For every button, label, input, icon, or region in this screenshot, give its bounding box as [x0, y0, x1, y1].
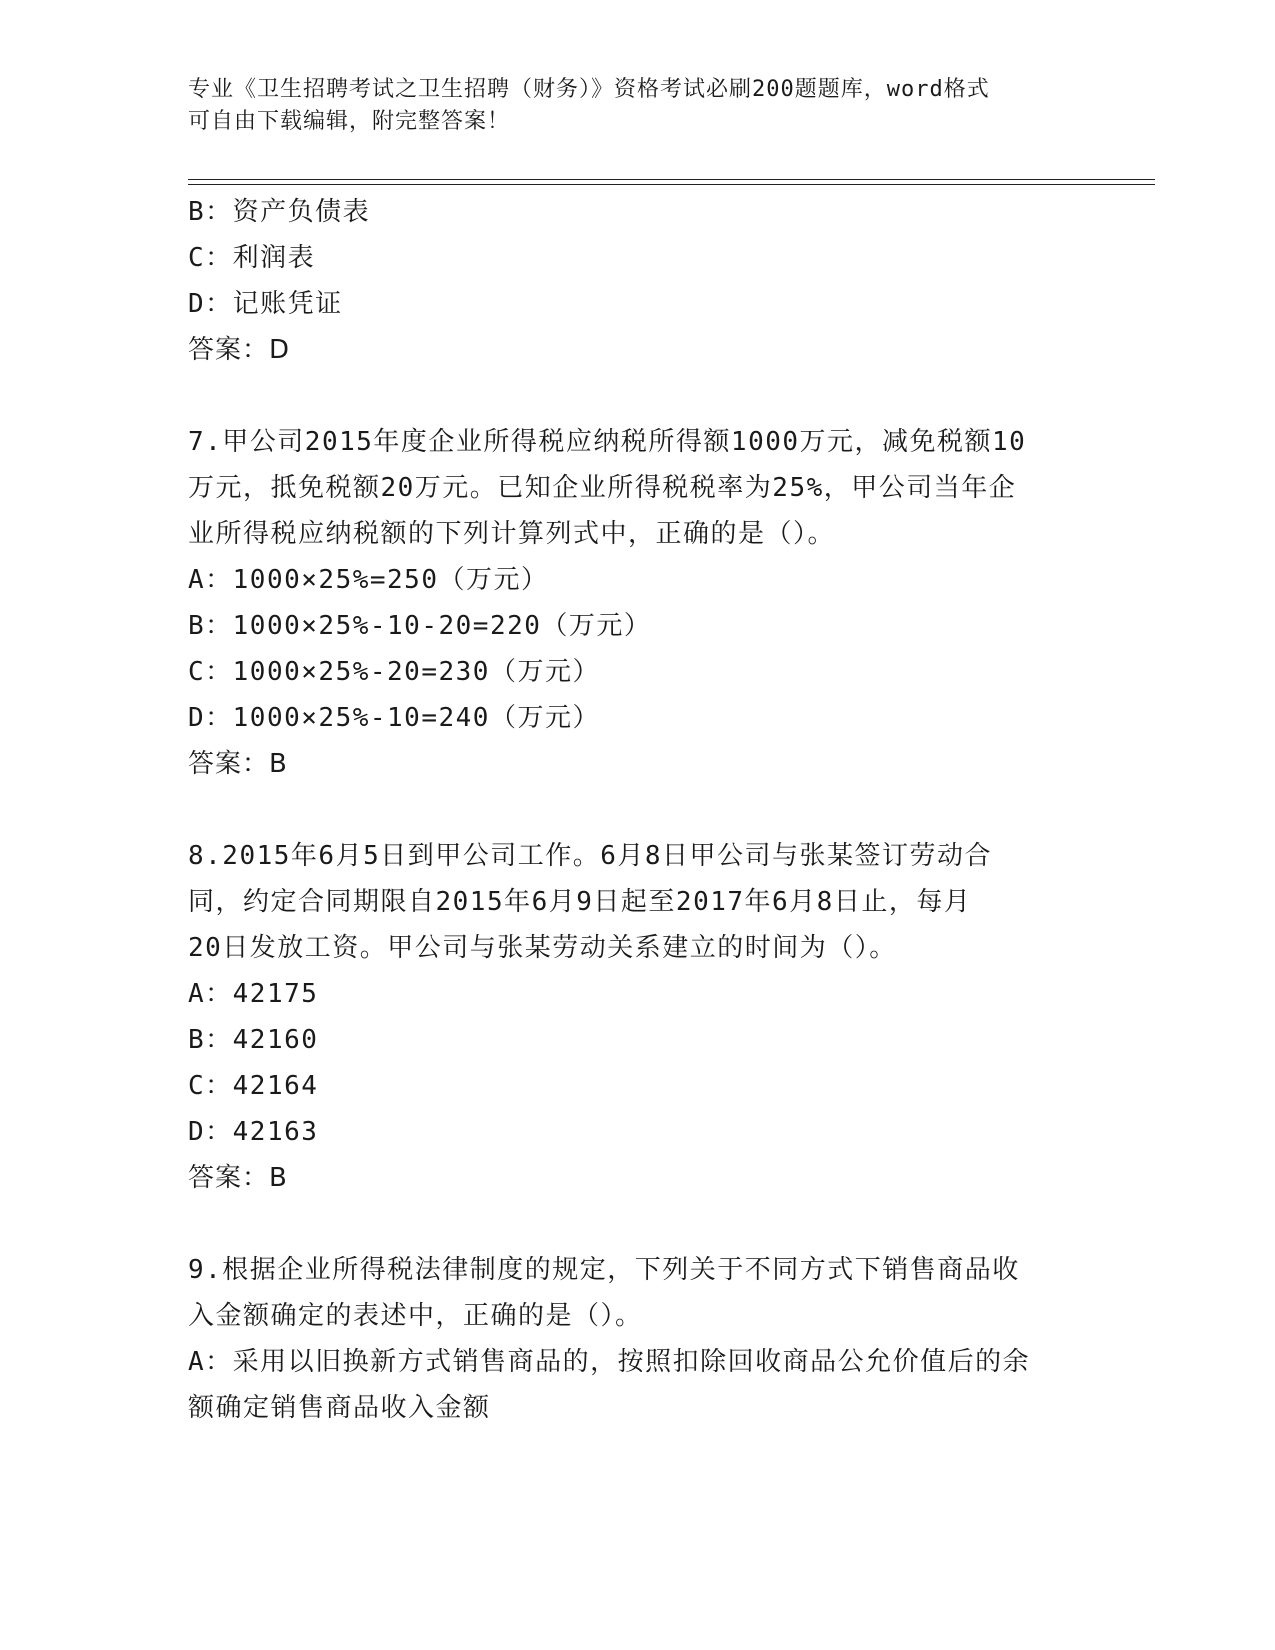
question-stem-line: 业所得税应纳税额的下列计算列式中，正确的是（）。 [188, 519, 836, 549]
question-stem-line: 7.甲公司2015年度企业所得税应纳税所得额1000万元，减免税额10 [188, 427, 1027, 457]
question-9 [188, 1247, 1088, 1431]
header-line-2: 可自由下载编辑，附完整答案！ [188, 109, 511, 134]
header-line-1: 专业《卫生招聘考试之卫生招聘（财务）》资格考试必刷200题题库，word格式 [188, 77, 990, 102]
question-8 [188, 833, 1088, 1201]
option-a: A：1000×25%=250（万元） [188, 565, 549, 595]
option-b: B：1000×25%-10-20=220（万元） [188, 611, 652, 641]
option-d: D：42163 [188, 1117, 319, 1147]
document-header [188, 74, 1078, 138]
question-spacer [188, 373, 1088, 419]
header-divider-top [188, 179, 1155, 180]
option-a: A：采用以旧换新方式销售商品的，按照扣除回收商品公允价值后的余 [188, 1347, 1031, 1377]
document-body [188, 189, 1088, 1431]
question-7 [188, 419, 1088, 787]
answer-line: 答案：D [188, 335, 291, 365]
question-stem-line: 同，约定合同期限自2015年6月9日起至2017年6月8日止，每月 [188, 887, 972, 917]
option-c: C：1000×25%-20=230（万元） [188, 657, 600, 687]
question-stem-line: 8.2015年6月5日到甲公司工作。6月8日甲公司与张某签订劳动合 [188, 841, 993, 871]
question-stem-line: 入金额确定的表述中，正确的是（）。 [188, 1301, 643, 1331]
question-spacer [188, 1201, 1088, 1247]
question-stem-line: 9.根据企业所得税法律制度的规定，下列关于不同方式下销售商品收 [188, 1255, 1020, 1285]
option-c: C：利润表 [188, 243, 316, 273]
option-a-continuation: 额确定销售商品收入金额 [188, 1393, 491, 1423]
question-stem-line: 20日发放工资。甲公司与张某劳动关系建立的时间为（）。 [188, 933, 897, 963]
question-stem-line: 万元，抵免税额20万元。已知企业所得税税率为25%，甲公司当年企 [188, 473, 1017, 503]
option-d: D：记账凭证 [188, 289, 343, 319]
option-b: B：资产负债表 [188, 197, 371, 227]
option-c: C：42164 [188, 1071, 319, 1101]
header-divider-bottom [188, 184, 1155, 185]
option-a: A：42175 [188, 979, 319, 1009]
question-spacer [188, 787, 1088, 833]
option-d: D：1000×25%-10=240（万元） [188, 703, 600, 733]
answer-line: 答案：B [188, 1163, 288, 1193]
option-b: B：42160 [188, 1025, 319, 1055]
answer-line: 答案：B [188, 749, 288, 779]
question-6-tail [188, 189, 1088, 373]
